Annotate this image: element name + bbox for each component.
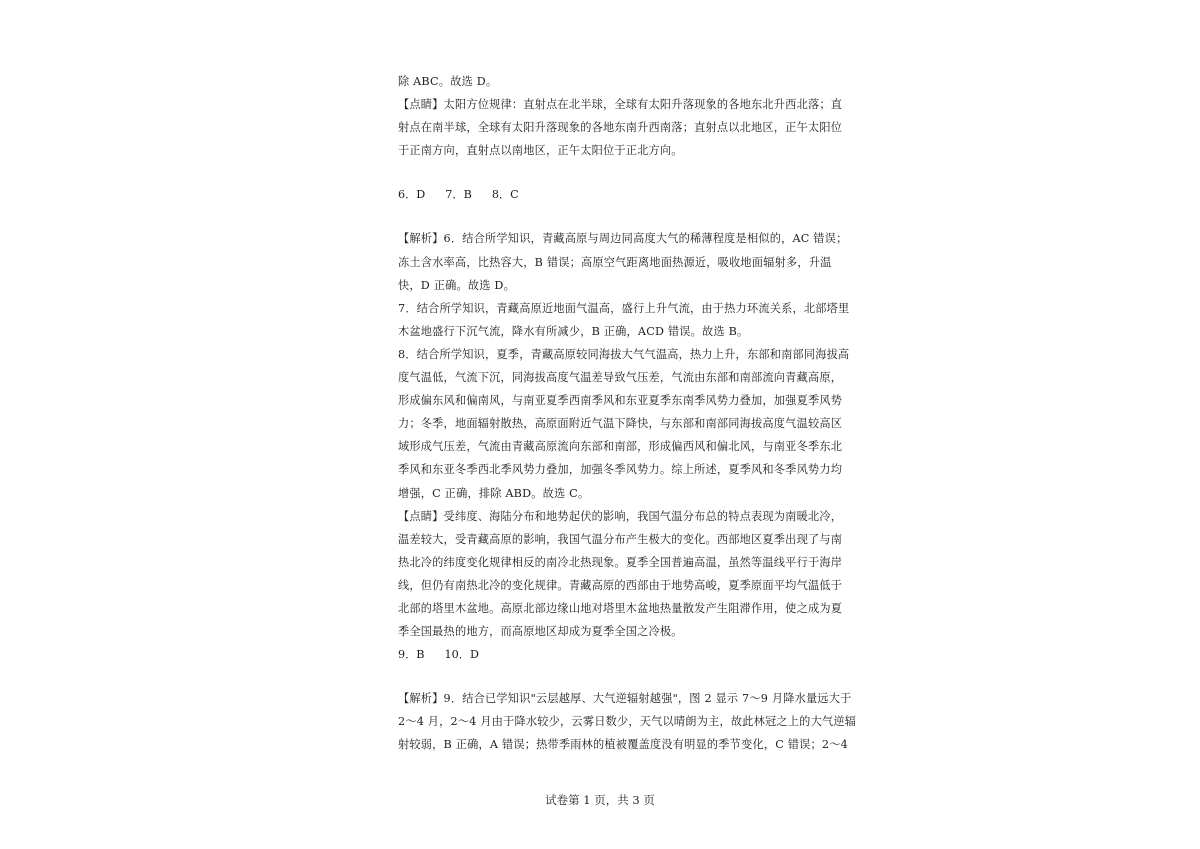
block-1 xyxy=(398,70,843,162)
spacer xyxy=(398,206,810,227)
text-line: 木盆地盛行下沉气流，降水有所减少，B 正确，ACD 错误。故选 B。 xyxy=(398,324,749,338)
text-line: 形成偏东风和偏南风，与南亚夏季西南季风和东亚夏季东南季风势力叠加，加强夏季风势 xyxy=(398,394,843,408)
text-line: 温差较大，受青藏高原的影响，我国气温分布产生极大的变化。西部地区夏季出现了与南 xyxy=(398,532,843,546)
answer-6: 6．D xyxy=(398,188,426,202)
spacer xyxy=(398,162,810,183)
text-line: 【解析】9．结合已学知识"云层越厚、大气逆辐射越强"，图 2 显示 7～9 月降水量远大于 xyxy=(398,692,852,706)
answer-key-6-8 xyxy=(398,183,810,206)
text-line: 于正南方向，直射点以南地区，正午太阳位于正北方向。 xyxy=(398,144,683,158)
text-line: 【点睛】受纬度、海陆分布和地势起伏的影响，我国气温分布总的特点表现为南暖北冷， xyxy=(398,509,843,523)
spacer xyxy=(398,666,810,687)
answer-10: 10．D xyxy=(444,648,479,662)
block-3 xyxy=(398,687,857,756)
text-line: 冻土含水率高，比热容大，B 错误；高原空气距离地面热源近，吸收地面辐射多，升温 xyxy=(398,255,832,269)
text-line: 射点在南半球，全球有太阳升落现象的各地东南升西南落；直射点以北地区，正午太阳位 xyxy=(398,121,843,135)
text-line: 除 ABC。故选 D。 xyxy=(398,75,498,88)
block-2 xyxy=(398,227,850,643)
text-line: 季全国最热的地方，而高原地区却成为夏季全国之冷极。 xyxy=(398,625,683,639)
text-line: 力；冬季，地面辐射散热，高原面附近气温下降快，与东部和南部同海拔高度气温较高区 xyxy=(398,417,843,431)
text-line: 【点睛】太阳方位规律：直射点在北半球，全球有太阳升落现象的各地东北升西北落；直 xyxy=(398,98,843,112)
answer-key-9-10 xyxy=(398,643,810,666)
text-line: 2～4 月，2～4 月由于降水较少，云雾日数少，天气以晴朗为主，故此林冠之上的大气逆辐 xyxy=(398,715,857,729)
text-line: 域形成气压差，气流由青藏高原流向东部和南部，形成偏西风和偏北风，与南亚冬季东北 xyxy=(398,440,843,454)
text-line: 【解析】6．结合所学知识，青藏高原与周边同高度大气的稀薄程度是相似的，AC 错误； xyxy=(398,232,848,246)
page-footer: 试卷第 1 页，共 3 页 xyxy=(545,793,655,807)
text-line: 快，D 正确。故选 D。 xyxy=(398,278,515,292)
text-line: 度气温低，气流下沉，同海拔高度气温差导致气压差，气流由东部和南部流向青藏高原， xyxy=(398,371,843,385)
text-line: 线，但仍有南热北冷的变化规律。青藏高原的西部由于地势高峻，夏季原面平均气温低于 xyxy=(398,578,843,592)
text-line: 7．结合所学知识，青藏高原近地面气温高，盛行上升气流，由于热力环流关系，北部塔里 xyxy=(398,301,850,315)
text-line: 北部的塔里木盆地。高原北部边缘山地对塔里木盆地热量散发产生阻滞作用，使之成为夏 xyxy=(398,601,843,615)
answer-9: 9．B xyxy=(398,648,425,662)
page-content xyxy=(398,70,857,757)
answer-8: 8．C xyxy=(491,188,519,202)
text-line: 增强，C 正确，排除 ABD。故选 C。 xyxy=(398,486,590,500)
text-line: 季风和东亚冬季西北季风势力叠加，加强冬季风势力。综上所述，夏季风和冬季风势力均 xyxy=(398,463,843,477)
text-line: 8．结合所学知识，夏季，青藏高原较同海拔大气气温高，热力上升，东部和南部同海拔高 xyxy=(398,347,850,361)
text-line: 射较弱，B 正确，A 错误；热带季雨林的植被覆盖度没有明显的季节变化，C 错误；2～4 xyxy=(398,738,848,752)
text-line: 热北冷的纬度变化规律相反的南冷北热现象。夏季全国普遍高温，虽然等温线平行于海岸 xyxy=(398,555,843,569)
answer-7: 7．B xyxy=(445,188,472,202)
